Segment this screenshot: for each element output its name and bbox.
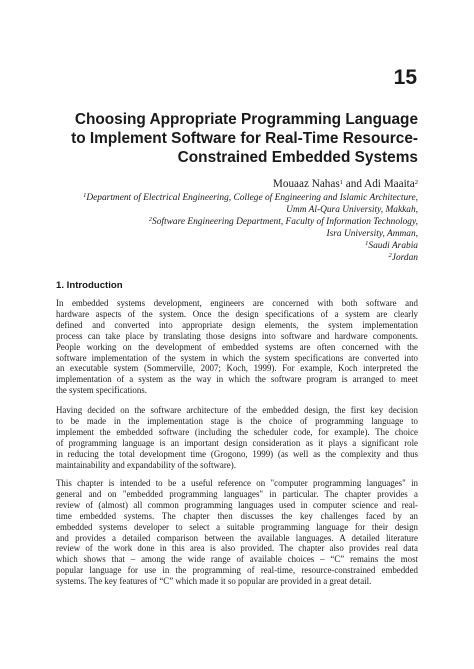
affiliation-line (56, 240, 418, 252)
text-line: implement the embedded software (including the scheduler code, for example). The choice (56, 426, 418, 437)
affiliation-text: Jordan (391, 253, 418, 263)
affiliation-marker: 2 (148, 216, 153, 223)
title-line: Constrained Embedded Systems (177, 149, 418, 166)
affiliation-marker: 2 (388, 252, 392, 259)
text-line: general and on "embedded programming languages" in particular. The chapter provides a (56, 488, 418, 499)
affiliation-line (56, 204, 418, 216)
text-line: Having decided on the software architecture of the embedded design, the first key decision (56, 405, 418, 415)
text-line: maintainability and expandability of the software). (56, 459, 236, 470)
author-connector: and (342, 178, 365, 190)
section-heading: 1. Introduction (56, 280, 123, 291)
affiliation-line (56, 228, 418, 240)
text-line: an executable system (Sommerville, 2007; Koch, 1999). For example, Koch interpreted the (56, 363, 418, 374)
text-line: time embedded systems. The chapter then discusses the key challenges faced by an (56, 510, 418, 521)
text-line: popular language for use in the programming of real-time, resource-constrained embedded (56, 565, 418, 576)
text-line: of programming language is an important design consideration as it plays a significant role (56, 437, 418, 448)
text-line: systems. The key features of “C” which made it so popular are provided in a great detail. (56, 576, 372, 587)
chapter-number: 15 (393, 66, 417, 89)
affiliation-text: Umm Al-Qura University, Makkah, (286, 205, 418, 215)
affiliations (56, 192, 418, 264)
affiliation-marker: 1 (365, 240, 369, 247)
affiliation-text: Department of Electrical Engineering, College of Engineering and Islamic Architecture, (86, 193, 418, 203)
text-line: review of (almost) all common programming languages used in computer science and real- (56, 499, 418, 510)
author-name: Adi Maaita (364, 178, 415, 190)
text-line: defined and converted into appropriate design elements, the system implementation (56, 319, 418, 330)
body-paragraph (56, 478, 418, 587)
affiliation-text: Software Engineering Department, Faculty of Information Technology, (152, 217, 418, 227)
text-line: the system specifications. (56, 385, 147, 396)
author-name: Mouaaz Nahas (272, 178, 340, 190)
body-paragraph (56, 405, 418, 470)
affiliation-marker: 1 (339, 179, 343, 186)
affiliation-line (56, 252, 418, 264)
affiliation-text: Saudi Arabia (368, 241, 418, 251)
chapter-title (56, 110, 418, 167)
text-line: In embedded systems development, engineers are concerned with both software and (56, 298, 418, 308)
affiliation-line (56, 192, 418, 204)
body-paragraph (56, 298, 418, 396)
text-line: embedded systems developer to select a suitable programming language for their design (56, 521, 418, 532)
text-line: process can take place by translating those designs into software and hardware components. (56, 330, 418, 341)
text-line: People working on the development of embedded systems are often concerned with the (56, 341, 418, 352)
text-line: implementation of a system as the way in which the software program is arranged to meet (56, 374, 418, 385)
text-line: software implementation of the system in which the system specifications are converted into (56, 352, 418, 363)
text-line: in reducing the total development time (Grogono, 1999) (as well as the complexity and thus (56, 448, 418, 459)
text-line: and provides a detailed comparison between the available languages. A detailed literature (56, 532, 418, 543)
title-line: Choosing Appropriate Programming Language (74, 111, 418, 128)
affiliation-line (56, 216, 418, 228)
text-line: review of the work done in this area is also provided. The chapter also provides real data (56, 543, 418, 554)
text-line: which shows that – among the wide range of available choices – “C” remains the most (56, 554, 418, 565)
text-line: This chapter is intended to be a useful reference on "computer programming languages" in (56, 478, 418, 488)
affiliation-marker: 1 (83, 192, 87, 199)
text-line: hardware aspects of the system. Once the design specifications of a system are clearly (56, 308, 418, 319)
affiliation-text: Isra University, Amman, (326, 229, 418, 239)
title-line: to Implement Software for Real-Time Resource- (71, 130, 418, 147)
affiliation-marker: 2 (414, 179, 418, 186)
author-line (273, 177, 418, 191)
text-line: to be made in the implementation stage is the choice of programming language to (56, 415, 418, 426)
